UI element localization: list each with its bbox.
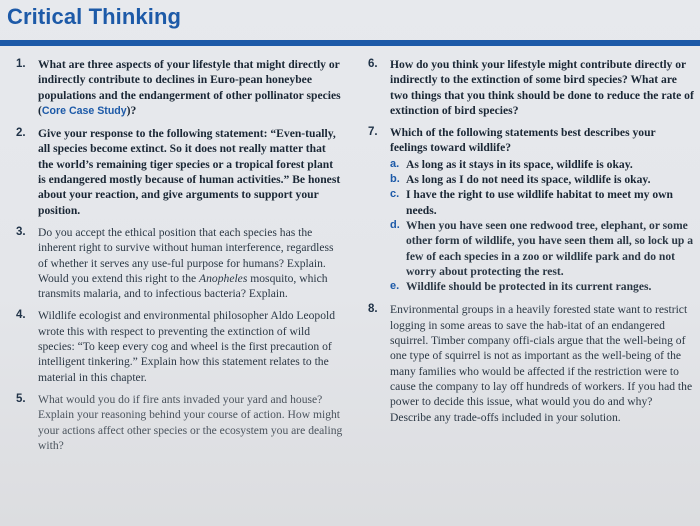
option-e [390,279,694,294]
option-label: a. [390,157,400,170]
question-text: What would you do if fire ants invaded your yard and house? Explain your reasoning behind your course of action. How might your actions affect other species or the ecosystem you are dealing with? [38,392,343,452]
species-name: Anopheles [199,271,248,285]
question-text: How do you think your lifestyle might contribute directly or indirectly to the extinction of some bird species? What are two things that you think should be done to reduce the rate of extinction of bird species? [390,58,694,117]
question-text: Give your response to the following statement: “Even-tually, all species become extinct. So it does not really matter that the world’s remaining tiger species or a tropical forest plant is endangered mostly because of human activities.” Be honest about your reaction, and give arguments to support your position. [38,127,341,217]
question-1 [16,57,343,119]
question-text: Do you accept the ethical position that each species has the inherent right to survive without human interference, regardless of whether it serves any use-ful purpose for humans? Explain. Would you extend this right to the [38,225,334,285]
question-4 [16,308,343,384]
question-8 [368,302,694,424]
question-number: 3. [16,225,26,238]
option-b [390,172,694,187]
option-text: As long as I do not need its space, wildlife is okay. [406,173,651,187]
option-text: Wildlife should be protected in its current ranges. [406,280,652,294]
right-column [368,57,694,432]
question-number: 6. [368,58,378,70]
question-number: 5. [16,392,26,405]
option-text: As long as it stays in its space, wildlife is okay. [406,157,633,171]
question-6 [368,57,694,118]
question-7 [368,125,694,294]
question-number: 2. [16,127,26,140]
question-number: 7. [368,126,378,139]
left-column [16,57,343,460]
question-number: 8. [368,303,378,316]
question-text-end: mosquito, which transmits malaria, and to infectious bacteria? Explain. [38,271,328,301]
option-d [390,218,694,279]
question-text: Which of the following statements best describes your feelings toward wildlife? [390,126,656,155]
core-case-study-link: Core Case Study [41,104,127,117]
option-c [390,187,694,218]
option-text: When you have seen one redwood tree, elephant, or some other form of wildlife, you have seen them all, so lock up a few of each species in a zoo or wildlife park and do not worry about protecting the rest. [406,218,694,278]
question-text: Environmental groups in a heavily forested state want to restrict logging in some areas to save the hab-itat of an endangered squirrel. Timber company offi-cials argue that the well-being of one type of squirrel is not as important as the well-being of the many families who would be affected if the restriction were to cause the company to lay off hundreds of workers. If you had the power to decide this issue, what would you do and why? Describe any trade-offs included in your solution. [390,303,693,424]
section-title: Critical Thinking [7,4,182,29]
option-label: d. [390,218,400,231]
question-number: 1. [16,58,26,70]
option-label: b. [390,173,400,186]
question-text: Wildlife ecologist and environmental philosopher Aldo Leopold wrote this with respect to preventing the extinction of wild species: “To keep every cog and wheel is the first precaution of intelligent tinkering.” Explain how this statement relates to the material in this chapter. [38,309,336,384]
question-text: What are three aspects of your lifestyle that might directly or indirectly contribute to declines in Euro-pean honeybee populations and the endangerment of other pollinator species ( [38,58,341,117]
option-a [390,157,694,172]
option-text: I have the right to use wildlife habitat to meet my own needs. [406,188,673,217]
answer-options [390,157,694,295]
option-label: c. [390,188,400,201]
question-number: 4. [16,309,26,322]
option-label: e. [390,280,400,293]
question-2 [16,126,343,218]
question-text-end: )? [126,103,137,117]
question-3 [16,225,343,301]
question-5 [16,392,343,453]
title-rule [0,40,700,46]
